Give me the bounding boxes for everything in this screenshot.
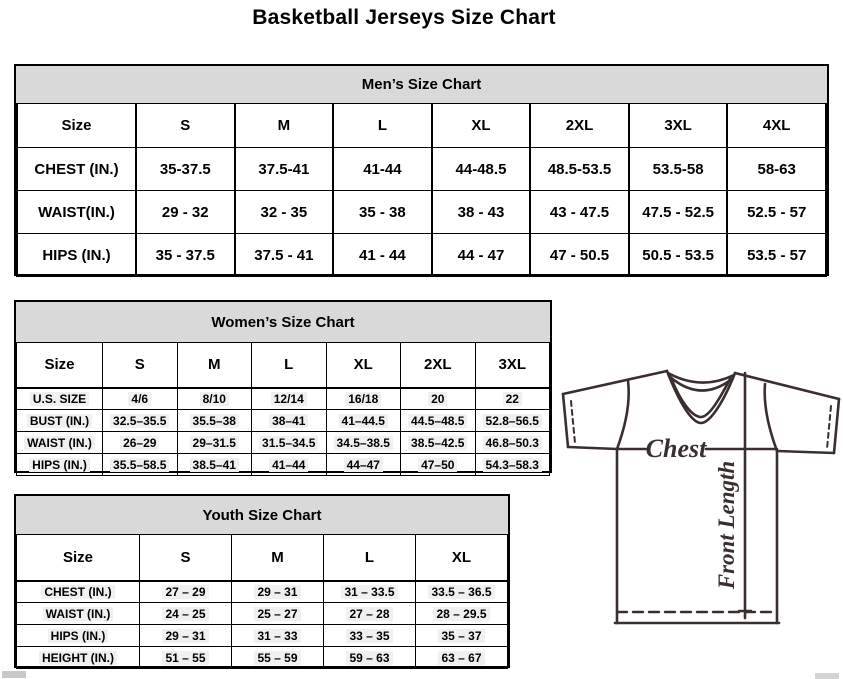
- col-header: 2XL: [401, 343, 476, 388]
- size-value-cell: 28 – 29.5: [416, 603, 508, 625]
- size-value-cell: 47.5 - 52.5: [629, 191, 728, 234]
- col-header: S: [140, 535, 232, 581]
- scrollbar-fragment-right[interactable]: [815, 673, 839, 679]
- col-header: L: [324, 535, 416, 581]
- table-row: [17, 388, 550, 410]
- size-value-cell: 47–50: [401, 454, 476, 476]
- youth-chart-title: Youth Size Chart: [16, 496, 508, 534]
- table-row: [17, 432, 550, 454]
- size-value-cell: 31 – 33: [232, 625, 324, 647]
- size-value-cell: 8/10: [177, 388, 252, 410]
- size-value-cell: 53.5 - 57: [727, 234, 826, 277]
- size-value-cell: 58-63: [727, 148, 826, 191]
- col-header: L: [333, 104, 432, 148]
- mens-chart-title: Men’s Size Chart: [16, 66, 827, 103]
- table-row: [17, 410, 550, 432]
- row-label: CHEST (IN.): [17, 148, 136, 191]
- size-value-cell: 31 – 33.5: [324, 581, 416, 603]
- col-header: XL: [432, 104, 531, 148]
- table-row: [17, 454, 550, 476]
- size-value-cell: 29 – 31: [232, 581, 324, 603]
- size-value-cell: 31.5–34.5: [252, 432, 327, 454]
- size-value-cell: 32 - 35: [235, 191, 334, 234]
- front-length-label: Front Length: [714, 460, 739, 590]
- size-value-cell: 29–31.5: [177, 432, 252, 454]
- size-value-cell: 38.5–41: [177, 454, 252, 476]
- col-header: M: [232, 535, 324, 581]
- col-header: 4XL: [727, 104, 826, 148]
- size-value-cell: 32.5–35.5: [103, 410, 178, 432]
- row-label: HIPS (IN.): [17, 454, 103, 476]
- size-col-header: Size: [17, 343, 103, 388]
- table-row: [17, 647, 508, 669]
- size-value-cell: 34.5–38.5: [326, 432, 401, 454]
- col-header: XL: [326, 343, 401, 388]
- size-value-cell: 54.3–58.3: [475, 454, 550, 476]
- youth-size-table: [16, 534, 508, 669]
- table-row: [17, 234, 826, 277]
- col-header: XL: [416, 535, 508, 581]
- size-value-cell: 25 – 27: [232, 603, 324, 625]
- row-label: WAIST (IN.): [17, 603, 140, 625]
- row-label: BUST (IN.): [17, 410, 103, 432]
- scrollbar-fragment-left[interactable]: [2, 671, 26, 678]
- size-value-cell: 35.5–58.5: [103, 454, 178, 476]
- table-row: [17, 581, 508, 603]
- size-col-header: Size: [17, 535, 140, 581]
- size-value-cell: 20: [401, 388, 476, 410]
- womens-size-chart: [14, 300, 552, 473]
- row-label: U.S. SIZE: [17, 388, 103, 410]
- size-value-cell: 22: [475, 388, 550, 410]
- row-label: WAIST(IN.): [17, 191, 136, 234]
- size-value-cell: 27 – 28: [324, 603, 416, 625]
- size-value-cell: 44-48.5: [432, 148, 531, 191]
- size-value-cell: 37.5-41: [235, 148, 334, 191]
- size-value-cell: 27 – 29: [140, 581, 232, 603]
- col-header: S: [136, 104, 235, 148]
- mens-size-table: [16, 103, 827, 277]
- size-value-cell: 41–44.5: [326, 410, 401, 432]
- size-value-cell: 38.5–42.5: [401, 432, 476, 454]
- size-value-cell: 52.8–56.5: [475, 410, 550, 432]
- size-value-cell: 26–29: [103, 432, 178, 454]
- size-value-cell: 50.5 - 53.5: [629, 234, 728, 277]
- size-value-cell: 41–44: [252, 454, 327, 476]
- mens-size-chart: [14, 64, 829, 276]
- size-value-cell: 38–41: [252, 410, 327, 432]
- size-value-cell: 35.5–38: [177, 410, 252, 432]
- size-value-cell: 44–47: [326, 454, 401, 476]
- size-value-cell: 52.5 - 57: [727, 191, 826, 234]
- size-value-cell: 51 – 55: [140, 647, 232, 669]
- size-value-cell: 38 - 43: [432, 191, 531, 234]
- row-label: HIPS (IN.): [17, 234, 136, 277]
- size-value-cell: 35 - 37.5: [136, 234, 235, 277]
- col-header: 2XL: [530, 104, 629, 148]
- size-value-cell: 44.5–48.5: [401, 410, 476, 432]
- size-value-cell: 4/6: [103, 388, 178, 410]
- page-title: Basketball Jerseys Size Chart: [252, 6, 556, 29]
- col-header: L: [252, 343, 327, 388]
- size-value-cell: 12/14: [252, 388, 327, 410]
- size-value-cell: 44 - 47: [432, 234, 531, 277]
- size-value-cell: 55 – 59: [232, 647, 324, 669]
- jersey-measurement-diagram: [558, 358, 843, 630]
- womens-size-table: [16, 342, 550, 476]
- size-value-cell: 35 - 38: [333, 191, 432, 234]
- size-value-cell: 37.5 - 41: [235, 234, 334, 277]
- size-value-cell: 59 – 63: [324, 647, 416, 669]
- size-value-cell: 41-44: [333, 148, 432, 191]
- table-row: [17, 191, 826, 234]
- womens-chart-title: Women’s Size Chart: [16, 302, 550, 342]
- col-header: M: [235, 104, 334, 148]
- size-value-cell: 63 – 67: [416, 647, 508, 669]
- col-header: 3XL: [475, 343, 550, 388]
- size-value-cell: 53.5-58: [629, 148, 728, 191]
- size-value-cell: 16/18: [326, 388, 401, 410]
- size-value-cell: 33 – 35: [324, 625, 416, 647]
- row-label: HIPS (IN.): [17, 625, 140, 647]
- size-value-cell: 41 - 44: [333, 234, 432, 277]
- size-col-header: Size: [17, 104, 136, 148]
- size-value-cell: 33.5 – 36.5: [416, 581, 508, 603]
- col-header: M: [177, 343, 252, 388]
- row-label: HEIGHT (IN.): [17, 647, 140, 669]
- col-header: S: [103, 343, 178, 388]
- size-value-cell: 47 - 50.5: [530, 234, 629, 277]
- youth-size-chart: [14, 494, 510, 668]
- size-value-cell: 29 – 31: [140, 625, 232, 647]
- chest-label: Chest: [645, 434, 707, 463]
- row-label: CHEST (IN.): [17, 581, 140, 603]
- size-value-cell: 24 – 25: [140, 603, 232, 625]
- table-row: [17, 148, 826, 191]
- size-value-cell: 43 - 47.5: [530, 191, 629, 234]
- table-row: [17, 625, 508, 647]
- table-row: [17, 603, 508, 625]
- size-value-cell: 35-37.5: [136, 148, 235, 191]
- size-value-cell: 46.8–50.3: [475, 432, 550, 454]
- jersey-outline-icon: [558, 358, 843, 630]
- size-value-cell: 29 - 32: [136, 191, 235, 234]
- row-label: WAIST (IN.): [17, 432, 103, 454]
- col-header: 3XL: [629, 104, 728, 148]
- size-value-cell: 48.5-53.5: [530, 148, 629, 191]
- size-value-cell: 35 – 37: [416, 625, 508, 647]
